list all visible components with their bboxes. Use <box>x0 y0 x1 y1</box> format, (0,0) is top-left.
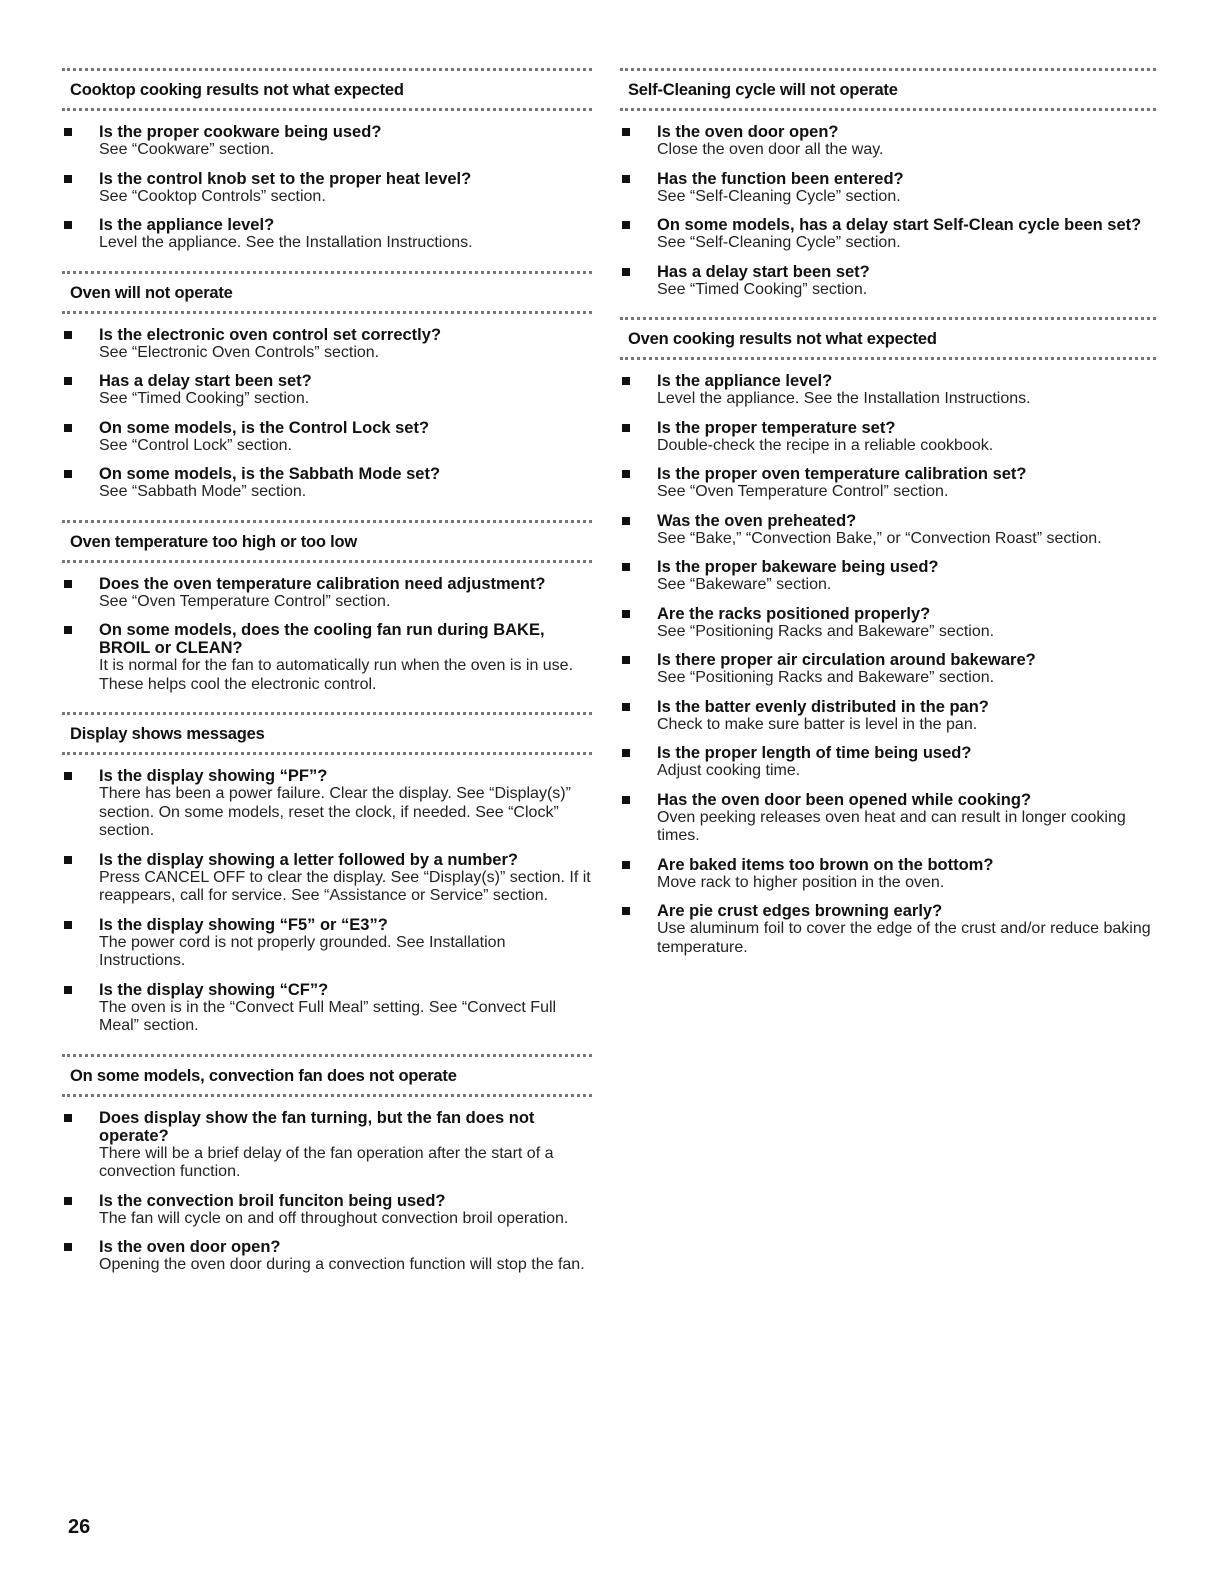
list-item <box>620 651 1156 688</box>
question-text: Has the function been entered? <box>657 169 904 188</box>
section-header <box>62 712 592 755</box>
square-bullet-icon <box>64 331 72 339</box>
list-item <box>620 123 1156 160</box>
section-header <box>620 68 1156 111</box>
list-item <box>620 902 1156 957</box>
question-text: Is the proper cookware being used? <box>99 123 382 141</box>
square-bullet-icon <box>64 470 72 478</box>
section-title: Cooktop cooking results not what expected <box>70 81 404 99</box>
question-text: Is the display showing “F5” or “E3”? <box>99 915 388 934</box>
question-text: Is the control knob set to the proper heat level? <box>99 169 472 188</box>
troubleshooting-section <box>62 712 592 1054</box>
list-item <box>620 698 1156 735</box>
list-item <box>62 1238 592 1275</box>
square-bullet-icon <box>622 424 630 432</box>
answer-text: See “Cookware” section. <box>99 141 275 158</box>
question-text: Is the display showing “PF”? <box>99 767 328 785</box>
square-bullet-icon <box>64 128 72 136</box>
list-item <box>620 558 1156 595</box>
list-item <box>620 170 1156 207</box>
page-number: 26 <box>68 1516 91 1538</box>
question-text: Is the appliance level? <box>99 216 275 234</box>
section-header <box>62 520 592 563</box>
square-bullet-icon <box>622 907 630 915</box>
question-text: Has a delay start been set? <box>657 262 870 281</box>
list-item <box>62 170 592 207</box>
square-bullet-icon <box>622 749 630 757</box>
square-bullet-icon <box>622 517 630 525</box>
square-bullet-icon <box>64 626 72 634</box>
answer-text: The fan will cycle on and off throughout convection broil operation. <box>99 1209 569 1227</box>
list-item <box>620 216 1156 253</box>
answer-text: Check to make sure batter is level in the pan. <box>657 715 978 733</box>
square-bullet-icon <box>622 175 630 183</box>
list-item <box>620 372 1156 409</box>
square-bullet-icon <box>622 610 630 618</box>
list-item <box>62 123 592 160</box>
answer-text: See “Bakeware” section. <box>657 576 832 593</box>
question-text: Is the proper length of time being used? <box>657 744 972 762</box>
square-bullet-icon <box>64 175 72 183</box>
question-text: Is the appliance level? <box>657 372 833 390</box>
list-item <box>62 916 592 971</box>
question-text: Does the oven temperature calibration need adjustment? <box>99 574 546 593</box>
question-text: Are pie crust edges browning early? <box>657 902 943 920</box>
list-item <box>62 465 592 502</box>
troubleshooting-section <box>62 520 592 713</box>
answer-text: See “Self-Cleaning Cycle” section. <box>657 234 901 251</box>
section-title: Display shows messages <box>70 725 265 743</box>
section-title: Oven cooking results not what expected <box>628 330 937 348</box>
troubleshooting-section <box>620 317 1156 975</box>
question-text: On some models, does the cooling fan run during BAKE, BROIL or CLEAN? <box>99 621 545 657</box>
answer-text: Move rack to higher position in the oven. <box>657 873 945 891</box>
list-item <box>62 419 592 456</box>
answer-text: The power cord is not properly grounded. See Installation Instructions. <box>99 933 506 969</box>
square-bullet-icon <box>622 221 630 229</box>
question-text: Is the batter evenly distributed in the pan? <box>657 697 989 716</box>
answer-text: See “Electronic Oven Controls” section. <box>99 343 380 361</box>
list-item <box>62 216 592 253</box>
answer-text: Level the appliance. See the Installation Instructions. <box>99 234 473 251</box>
square-bullet-icon <box>622 861 630 869</box>
answer-text: See “Cooktop Controls” section. <box>99 187 326 205</box>
square-bullet-icon <box>64 377 72 385</box>
section-title: Self-Cleaning cycle will not operate <box>628 81 898 99</box>
list-item <box>620 465 1156 502</box>
question-text: Has a delay start been set? <box>99 372 312 390</box>
section-title: Oven temperature too high or too low <box>70 532 358 551</box>
answer-text: See “Timed Cooking” section. <box>99 390 310 407</box>
question-text: On some models, is the Control Lock set? <box>99 418 430 437</box>
answer-text: See “Bake,” “Convection Bake,” or “Convection Roast” section. <box>657 529 1102 547</box>
answer-text: Level the appliance. See the Installation Instructions. <box>657 390 1031 407</box>
list-item <box>62 621 592 694</box>
question-text: Is the display showing a letter followed by a number? <box>99 850 518 869</box>
troubleshooting-section <box>620 68 1156 317</box>
square-bullet-icon <box>622 796 630 804</box>
square-bullet-icon <box>64 1197 72 1205</box>
list-item <box>62 1109 592 1182</box>
square-bullet-icon <box>64 921 72 929</box>
square-bullet-icon <box>64 221 72 229</box>
list-item <box>62 981 592 1036</box>
section-header <box>62 68 592 111</box>
square-bullet-icon <box>64 986 72 994</box>
question-text: On some models, has a delay start Self-Clean cycle been set? <box>657 216 1142 234</box>
answer-text: Double-check the recipe in a reliable cookbook. <box>657 436 994 454</box>
list-item <box>62 767 592 841</box>
question-text: Is the oven door open? <box>99 1238 281 1256</box>
question-text: Is the proper temperature set? <box>657 418 896 437</box>
list-item <box>62 1192 592 1229</box>
question-text: Is the electronic oven control set correctly? <box>99 325 442 344</box>
answer-text: See “Timed Cooking” section. <box>657 280 868 298</box>
question-text: Is the proper bakeware being used? <box>657 558 939 576</box>
answer-text: Close the oven door all the way. <box>657 141 884 158</box>
section-title: Oven will not operate <box>70 283 233 302</box>
question-text: Is there proper air circulation around bakeware? <box>657 651 1036 669</box>
question-text: Is the oven door open? <box>657 123 839 141</box>
square-bullet-icon <box>64 772 72 780</box>
list-item <box>620 263 1156 300</box>
answer-text: Use aluminum foil to cover the edge of the crust and/or reduce baking temperature. <box>657 920 1151 956</box>
list-item <box>62 851 592 906</box>
list-item <box>620 856 1156 893</box>
square-bullet-icon <box>64 424 72 432</box>
section-header <box>620 317 1156 360</box>
question-text: Has the oven door been opened while cooking? <box>657 790 1032 809</box>
list-item <box>62 575 592 612</box>
answer-text: See “Sabbath Mode” section. <box>99 483 307 500</box>
answer-text: There will be a brief delay of the fan operation after the start of a convection function. <box>99 1144 554 1180</box>
list-item <box>620 512 1156 549</box>
question-text: Are baked items too brown on the bottom? <box>657 855 994 874</box>
troubleshooting-section <box>62 271 592 520</box>
answer-text: See “Oven Temperature Control” section. <box>657 483 949 500</box>
question-text: Are the racks positioned properly? <box>657 604 931 623</box>
question-text: Is the display showing “CF”? <box>99 980 329 999</box>
square-bullet-icon <box>622 656 630 664</box>
list-item <box>62 326 592 363</box>
square-bullet-icon <box>622 377 630 385</box>
answer-text: There has been a power failure. Clear the display. See “Display(s)” section. On some models, reset the clock, if needed. See “Clock” section. <box>99 785 571 839</box>
left-column <box>62 68 592 1293</box>
answer-text: Opening the oven door during a convection function will stop the fan. <box>99 1256 585 1273</box>
square-bullet-icon <box>622 563 630 571</box>
answer-text: The oven is in the “Convect Full Meal” setting. See “Convect Full Meal” section. <box>99 998 557 1034</box>
answer-text: It is normal for the fan to automatically run when the oven is in use. These helps cool the electronic control. <box>99 657 574 693</box>
square-bullet-icon <box>64 580 72 588</box>
list-item <box>620 419 1156 456</box>
question-text: On some models, is the Sabbath Mode set? <box>99 465 441 483</box>
answer-text: Oven peeking releases oven heat and can result in longer cooking times. <box>657 808 1126 844</box>
section-header <box>62 271 592 314</box>
square-bullet-icon <box>64 856 72 864</box>
question-text: Is the proper oven temperature calibration set? <box>657 465 1027 483</box>
section-header <box>62 1054 592 1097</box>
list-item <box>620 605 1156 642</box>
list-item <box>620 744 1156 781</box>
square-bullet-icon <box>622 703 630 711</box>
answer-text: Adjust cooking time. <box>657 762 801 779</box>
answer-text: See “Positioning Racks and Bakeware” section. <box>657 669 995 686</box>
square-bullet-icon <box>64 1243 72 1251</box>
question-text: Does display show the fan turning, but the fan does not operate? <box>99 1108 535 1145</box>
list-item <box>620 791 1156 846</box>
right-column <box>620 68 1156 975</box>
answer-text: See “Control Lock” section. <box>99 436 292 454</box>
list-item <box>62 372 592 409</box>
answer-text: See “Self-Cleaning Cycle” section. <box>657 187 901 205</box>
section-title: On some models, convection fan does not operate <box>70 1066 457 1085</box>
answer-text: Press CANCEL OFF to clear the display. See “Display(s)” section. If it reappears, call for service. See “Assistance or Service” section. <box>99 868 591 904</box>
answer-text: See “Positioning Racks and Bakeware” section. <box>657 622 995 640</box>
square-bullet-icon <box>64 1114 72 1122</box>
answer-text: See “Oven Temperature Control” section. <box>99 592 391 610</box>
troubleshooting-section <box>62 68 592 271</box>
square-bullet-icon <box>622 268 630 276</box>
question-text: Was the oven preheated? <box>657 511 857 530</box>
troubleshooting-section <box>62 1054 592 1293</box>
square-bullet-icon <box>622 128 630 136</box>
square-bullet-icon <box>622 470 630 478</box>
question-text: Is the convection broil funciton being used? <box>99 1191 446 1210</box>
